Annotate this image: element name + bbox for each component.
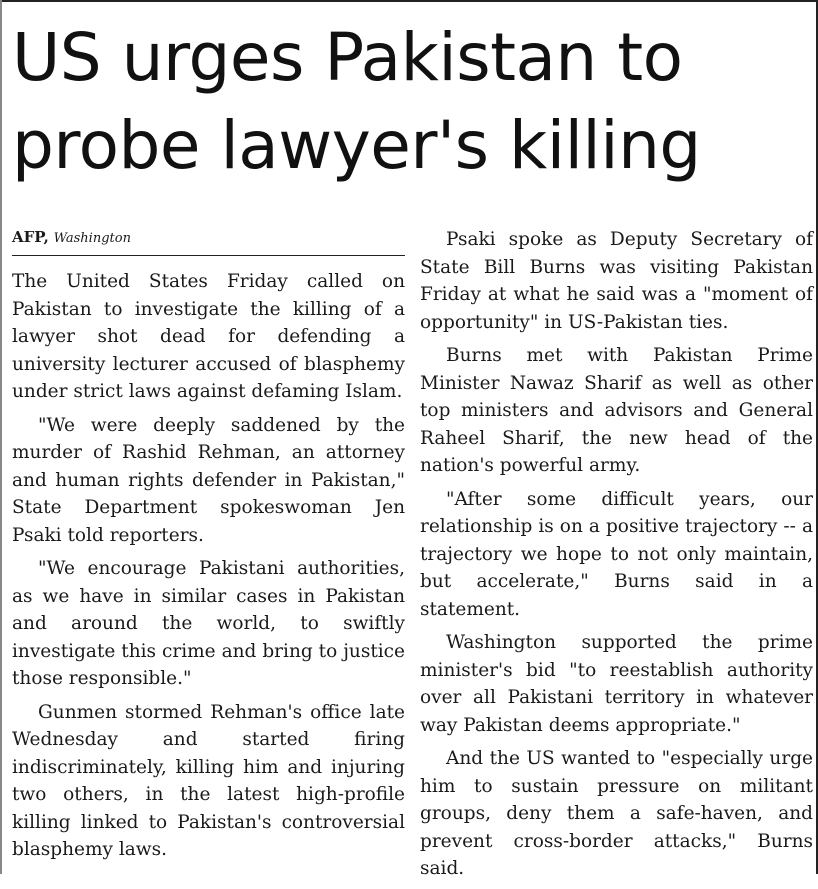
headline-line-2: probe lawyer's killing bbox=[12, 107, 701, 184]
paragraph: "After some difficult years, our relationship is on a positive trajectory -- a trajectory we hope to not only maintain, but accelerate," Burns said in a statement. bbox=[420, 488, 813, 620]
paragraph: "We encourage Pakistani authorities, as we have in similar cases in Pakistan and around the world, to swiftly investigate this crime and bring to justice those responsible." bbox=[12, 558, 405, 689]
paragraph: And the US wanted to "especially urge him to sustain pressure on militant groups, deny them a safe-haven, and prevent cross-border attacks," Burns said. bbox=[420, 748, 813, 879]
paragraph: The United States Friday called on Pakistan to investigate the killing of a lawyer shot dead for defending a university lecturer accused of blasphemy under strict laws against defaming Islam. bbox=[12, 271, 405, 402]
headline bbox=[12, 14, 802, 190]
column-right bbox=[420, 226, 813, 889]
paragraph: "We were deeply saddened by the murder of Rashid Rehman, an attorney and human rights defender in Pakistan," State Department spokeswoman Jen Psaki told reporters. bbox=[12, 414, 405, 546]
byline bbox=[12, 226, 405, 256]
paragraph: Washington supported the prime minister's bid "to reestablish authority over all Pakistani territory in whatever way Pakistan deems appropriate." bbox=[420, 632, 813, 736]
headline-line-1: US urges Pakistan to bbox=[12, 19, 683, 96]
paragraph: Psaki spoke as Deputy Secretary of State Bill Burns was visiting Pakistan Friday at what he said was a "moment of opportunity" in US-Pakistan ties. bbox=[420, 229, 813, 333]
byline-place: Washington bbox=[53, 231, 131, 246]
column-left bbox=[12, 226, 405, 870]
clipping-border-left bbox=[0, 0, 2, 874]
byline-agency: AFP, bbox=[12, 228, 49, 246]
paragraph: Burns met with Pakistan Prime Minister Nawaz Sharif as well as other top ministers and advisors and General Raheel Sharif, the new head of the nation's powerful army. bbox=[420, 345, 813, 476]
paragraph: Gunmen stormed Rehman's office late Wednesday and started firing indiscriminately, killing him and injuring two others, in the latest high-profile killing linked to Pakistan's controversial blasphemy laws. bbox=[12, 701, 405, 860]
